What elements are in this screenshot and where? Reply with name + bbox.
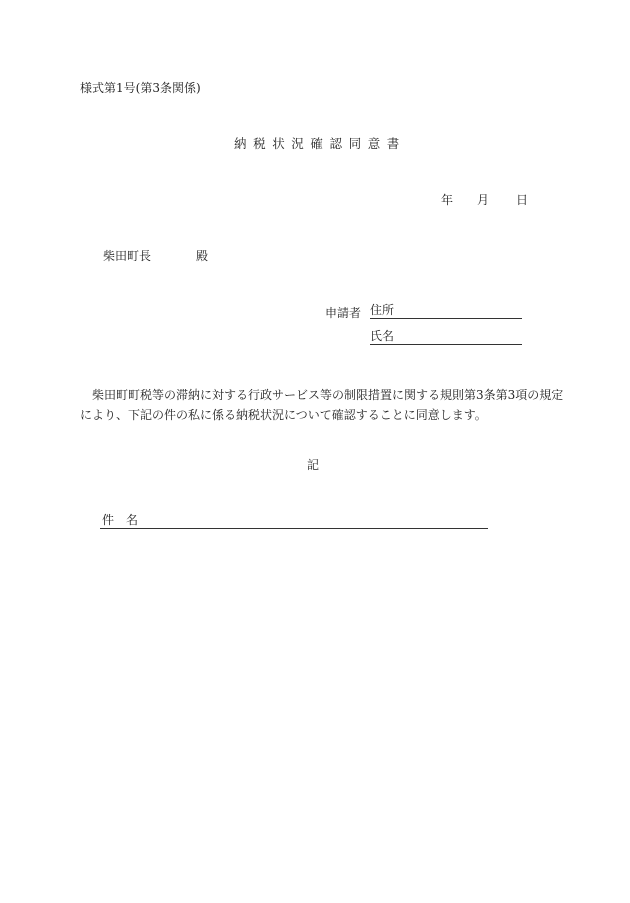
ki-heading: 記 bbox=[307, 458, 320, 472]
form-number: 様式第1号(第3条関係) bbox=[80, 81, 201, 95]
addressee-honorific: 殿 bbox=[196, 249, 209, 263]
subject-label: 件名 bbox=[102, 513, 151, 527]
date-year-label: 年 bbox=[441, 193, 454, 207]
name-label: 氏名 bbox=[370, 329, 395, 343]
name-field[interactable] bbox=[370, 329, 522, 345]
consent-statement-line-2: により、下記の件の私に係る納税状況について確認することに同意します。 bbox=[80, 408, 487, 422]
consent-statement bbox=[80, 385, 564, 425]
addressee-name: 柴田町長 bbox=[103, 249, 152, 263]
document-title: 納税状況確認同意書 bbox=[234, 136, 406, 151]
consent-statement-line-1: 柴田町町税等の滞納に対する行政サービス等の制限措置に関する規則第3条第3項の規定 bbox=[92, 388, 564, 402]
subject-field[interactable] bbox=[100, 513, 488, 529]
address-label: 住所 bbox=[370, 303, 395, 317]
applicant-label: 申請者 bbox=[325, 306, 362, 320]
date-row bbox=[441, 194, 528, 206]
date-month-label: 月 bbox=[477, 193, 490, 207]
address-field[interactable] bbox=[370, 303, 522, 319]
date-day-label: 日 bbox=[516, 193, 529, 207]
